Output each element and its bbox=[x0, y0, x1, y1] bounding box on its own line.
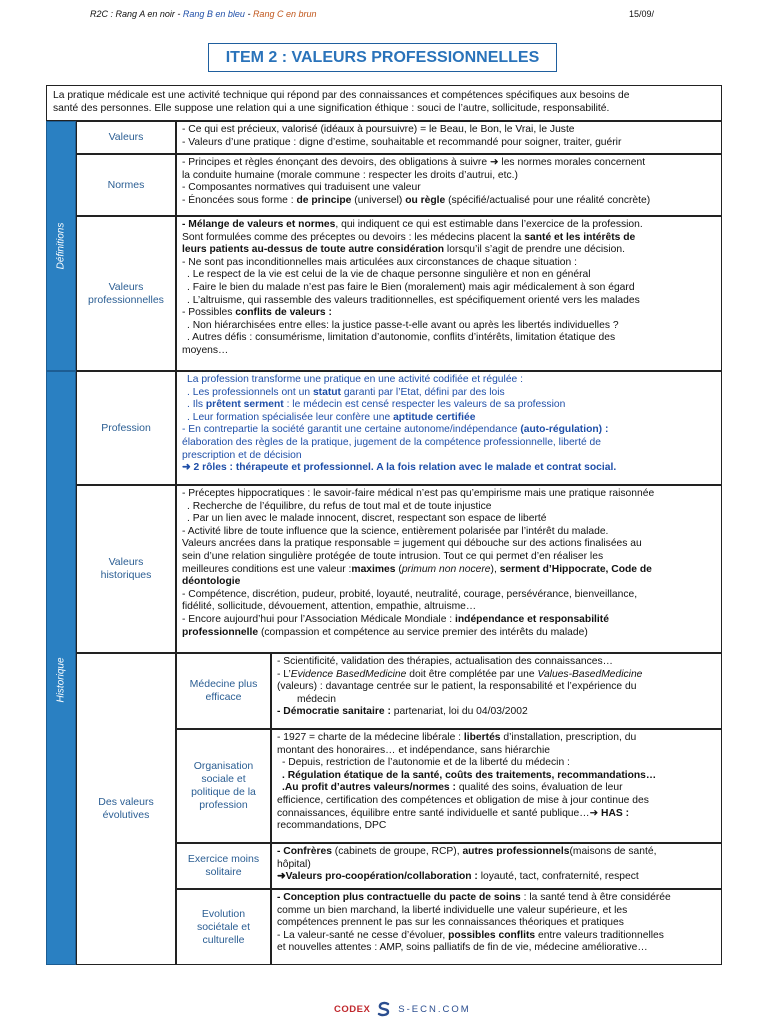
valeurs-pro-content: - Mélange de valeurs et normes, qui indiquent ce qui est estimable dans l’exercice de la profession. Sont formulées comme des préceptes ou devoirs : les médecins placent la santé et les intérêts de leurs patients au-dessus de toute autre considération lorsqu’il s’agit de prendre une décision. - Ne sont pas inconditionnelles mais articulées aux circonstances de chaque situation : . Le respect de la vie est celui de la vie de chaque personne singulière et non en général . Faire le bien du malade n’est pas faire le Bien (moralement) mais agir médicalement à son égard . L’altruisme, qui rassemble des valeurs traditionnelles, est spécifiquement orienté vers les malades - Possibles conflits de valeurs : . Non hiérarchisées entre elles: la justice passe-t-elle avant ou après les libertés individuelles ? . Autres défis : consumérisme, limitation d’autonomie, conflits d’intérêts, limitation étatique des moyens… bbox=[176, 216, 722, 371]
definitions-band: Définitions bbox=[46, 121, 76, 371]
historique-band: Historique bbox=[46, 371, 76, 965]
organisation-label: Organisation sociale et politique de la profession bbox=[176, 729, 271, 843]
valeurs-label: Valeurs bbox=[76, 121, 176, 154]
organisation-content: - 1927 = charte de la médecine libérale : libertés d’installation, prescription, du montant des honoraires… et indépendance, sans hiérarchie - Depuis, restriction de l’autonomie et de la liberté du médecin : . Régulation étatique de la santé, coûts des traitements, recommandations… .Au profit d’autres valeurs/normes : qualité des soins, évaluation de leur efficience, certification des compétences et obligation de mise à jour continue des connaissances, équilibre entre santé individuelle et santé publique…➜ HAS : recommandations, DPC bbox=[271, 729, 722, 843]
valeurs-hist-content: - Préceptes hippocratiques : le savoir-faire médical n’est pas qu’empirisme mais une pratique raisonnée . Recherche de l’équilibre, du refus de tout mal et de toute injustice . Par un lien avec le malade innocent, discret, respectant son espace de liberté - Activité libre de toute influence que la science, entièrement polarisée par l’intérêt du malade. Valeurs ancrées dans la pratique responsable = jugement qui débouche sur des actions finalisées au sein d’une relation singulière protégée de toute intrusion. Tout ce qui permet d’en réaliser les meilleures conditions est une valeur :maximes (primum non nocere), serment d’Hippocrate, Code de déontologie - Compétence, discrétion, pudeur, probité, loyauté, neutralité, courage, persévérance, bienveillance, fidélité, sollicitude, dévouement, attention, empathie, altruisme… - Encore aujourd’hui pour l’Association Médicale Mondiale : indépendance et responsabilité professionnelle (compassion et compétence au service premier des intérêts du malade) bbox=[176, 485, 722, 653]
legend-black: R2C : Rang A en noir bbox=[90, 9, 175, 19]
s-ecn-site: S-ECN.COM bbox=[398, 1003, 471, 1015]
legend-blue: Rang B en bleu bbox=[182, 9, 245, 19]
exercice-content: - Confrères (cabinets de groupe, RCP), autres professionnels(maisons de santé, hôpital) ➜Valeurs pro-coopération/collaboration : loyauté, tact, confraternité, respect bbox=[271, 843, 722, 889]
s-ecn-logo-icon bbox=[376, 1001, 392, 1017]
rank-legend: R2C : Rang A en noir - Rang B en bleu - Rang C en brun bbox=[90, 9, 317, 19]
valeurs-hist-label: Valeurs historiques bbox=[76, 485, 176, 653]
profession-label: Profession bbox=[76, 371, 176, 485]
evolution-label: Evolution sociétale et culturelle bbox=[176, 889, 271, 965]
intro-box: La pratique médicale est une activité technique qui répond par des connaissances et compétences spécifiques aux besoins de santé des personnes. Elle suppose une relation qui a une signification éthique : souci de l’autre, sollicitude, responsabilité. bbox=[46, 85, 722, 121]
valeurs-evolutives-label: Des valeurs évolutives bbox=[76, 653, 176, 965]
page-title: ITEM 2 : VALEURS PROFESSIONNELLES bbox=[208, 43, 557, 72]
normes-content: - Principes et règles énonçant des devoirs, des obligations à suivre ➜ les normes morales concernent la conduite humaine (morale commune : respecter les droits d’autrui, etc.) - Composantes normatives qui traduisent une valeur - Énoncées sous forme : de principe (universel) ou règle (spécifié/actualisé pour une réalité concrète) bbox=[176, 154, 722, 216]
valeurs-pro-label: Valeurs professionnelles bbox=[76, 216, 176, 371]
page-date: 15/09/ bbox=[629, 9, 655, 19]
normes-label: Normes bbox=[76, 154, 176, 216]
exercice-label: Exercice moins solitaire bbox=[176, 843, 271, 889]
codex-logo: CODEX bbox=[334, 1003, 371, 1015]
evolution-content: - Conception plus contractuelle du pacte de soins : la santé tend à être considérée comme un bien marchand, la liberté individuelle une valeur supérieure, et les compétences prennent le pas sur les connaissances théoriques et pratiques - La valeur-santé ne cesse d’évoluer, possibles conflits entre valeurs traditionnelles et nouvelles attentes : AMP, soins palliatifs de fin de vie, médecine améliorative… bbox=[271, 889, 722, 965]
medecine-efficace-label: Médecine plus efficace bbox=[176, 653, 271, 729]
legend-brown: Rang C en brun bbox=[252, 9, 317, 19]
footer-logo bbox=[334, 1001, 471, 1017]
valeurs-content: - Ce qui est précieux, valorisé (idéaux à poursuivre) = le Beau, le Bon, le Vrai, le Juste - Valeurs d’une pratique : digne d’estime, souhaitable et recommandé pour soigner, traiter, guérir bbox=[176, 121, 722, 154]
profession-content: La profession transforme une pratique en une activité codifiée et régulée : . Les professionnels ont un statut garanti par l’Etat, défini par des lois . Ils prêtent serment : le médecin est censé respecter les valeurs de sa profession . Leur formation spécialisée leur confère une aptitude certifiée - En contrepartie la société garantit une certaine autonome/indépendance (auto-régulation) : élaboration des règles de la pratique, jugement de la compétence professionnelle, liberté de prescription et de décision ➜ 2 rôles : thérapeute et professionnel. A la fois relation avec le malade et contrat social. bbox=[176, 371, 722, 485]
medecine-efficace-content: - Scientificité, validation des thérapies, actualisation des connaissances… - L’Evidence BasedMedicine doit être complétée par une Values-BasedMedicine (valeurs) : davantage centrée sur le patient, la responsabilité et l’expérience du médecin - Démocratie sanitaire : partenariat, loi du 04/03/2002 bbox=[271, 653, 722, 729]
